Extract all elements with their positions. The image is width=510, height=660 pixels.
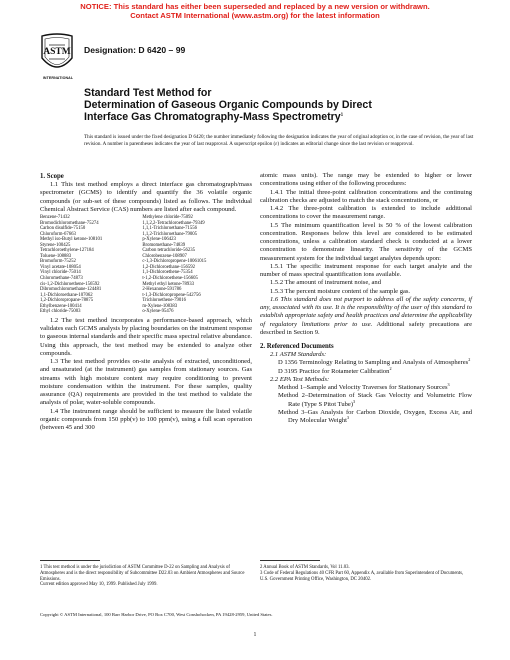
compound-item: 1,1-Dichloroethene-75354	[142, 270, 193, 276]
para-1-1: 1.1 This test method employs a direct interface gas chromatograph/mass spectrometer (GCMS) to identify and quantify the 36 volatile organic compounds (or sub-set of these compounds) listed as follows. The individual Chemical Abstract Service (CAS) numbers are listed after each compound.	[40, 181, 252, 213]
compound-item: Bromoform-75252	[40, 259, 76, 265]
footnote-3: 3 Code of Federal Regulations 40 CFR Part 60, Appendix A, available from Superintendent of Documents, U.S. Government Printing Office, Washington, DC 20402.	[260, 570, 464, 582]
ref-method-2-fn: 3	[353, 398, 356, 404]
compound-list-col-2	[142, 215, 252, 315]
standard-title	[84, 87, 484, 123]
compound-item: Methyl ethyl ketone-78933	[142, 281, 195, 287]
para-1-5-2: 1.5.2 The amount of instrument noise, and	[270, 279, 381, 287]
compound-item: Ethylbenzene-100414	[40, 303, 82, 309]
title-line-2: Determination of Gaseous Organic Compounds by Direct	[84, 99, 372, 111]
ref-d1356-text: D 1356 Terminology Relating to Sampling and Analysis of Atmospheres	[278, 359, 469, 367]
compound-list	[40, 215, 252, 315]
para-1-4-2: 1.4.2 The three-point calibration is extended to include additional concentrations to cover the measurement range.	[260, 205, 472, 221]
compound-item: Methyl iso-Butyl ketone-108101	[40, 237, 103, 243]
para-1-6-tail: Additional safety precautions are described in Section 9.	[260, 320, 472, 336]
ref-d3195	[260, 365, 472, 376]
compound-item: 1,2-Dichloroethane-156592	[142, 264, 195, 270]
logo-text: INTERNATIONAL	[42, 76, 74, 80]
compound-item: t-1,2-Dichloroethene-156605	[142, 276, 198, 282]
scope-heading: 1. Scope	[40, 173, 64, 180]
ref-d1356	[260, 359, 472, 367]
compound-item: 1,1,2-Trichloroethane-79005	[142, 231, 198, 237]
compound-item: 1,1,1-Trichloroethane-71556	[142, 226, 198, 232]
compound-item: Vinyl chloride-75014	[40, 270, 81, 276]
para-1-5-1: 1.5.1 The specific instrument response for each target analyte and the number of mass spectral quantification ions available.	[260, 262, 472, 278]
compound-item: Tetrachloroethylene-127184	[40, 248, 94, 254]
ref-method-3-text: Method 3–Gas Analysis for Carbon Dioxide, Oxygen, Excess Air, and Dry Molecular Weight	[278, 408, 472, 424]
compound-item: Chloroform-67663	[40, 231, 76, 237]
astm-standards-heading: 2.1 ASTM Standards:	[270, 351, 327, 358]
compound-item: Benzene-71432	[40, 215, 70, 220]
epa-methods-heading: 2.2 EPA Test Methods:	[270, 375, 330, 383]
footnote-rule-left	[40, 560, 100, 561]
ref-method-3	[260, 409, 472, 426]
compound-item: Methylene chloride-75092	[142, 215, 193, 220]
compound-item: Dibromochloromethane-124481	[40, 287, 102, 293]
footnote-1: 1 This test method is under the jurisdiction of ASTM Committee D-22 on Sampling and Analysis of Atmospheres and is the direct responsibility of Subcommittee D22.03 on Ambient Atmospheres and Source Emissions.	[40, 565, 245, 582]
title-line-3-text: Interface Gas Chromatography-Mass Spectrometry	[84, 111, 341, 123]
refs-heading: 2. Referenced Documents	[260, 343, 334, 350]
footnote-1-edition: Current edition approved May 10, 1999. Published July 1999.	[40, 582, 158, 588]
compound-item: Trichloroethene-79016	[142, 298, 186, 304]
ref-method-1-fn: 3	[447, 381, 450, 387]
right-column	[260, 172, 472, 425]
para-1-3: 1.3 The test method provides on-site analysis of extracted, unconditioned, and unsaturated (at the instrument) gas samples from stationary sources. Gas streams with high moisture content may require conditioning to prevent moisture condensation within the instrument. For these samples, quality assurance (QA) requirements are provided in the test method to validate the analysis of polar, water-soluble compounds.	[40, 358, 252, 407]
ref-method-2	[260, 392, 472, 409]
ref-method-3-fn: 3	[347, 414, 350, 420]
compound-item: o-Xylene-95476	[142, 309, 174, 315]
compound-item: t-1,3-Dichloropropene-542756	[142, 292, 201, 298]
svg-text:ASTM: ASTM	[43, 47, 71, 57]
compound-item: 1,1-Dichloroethane-107062	[40, 292, 93, 298]
notice-line-1: NOTICE: This standard has either been superseded and replaced by a new version or withdrawn.	[80, 2, 430, 11]
compound-item: Ethyl chloride-75003	[40, 309, 81, 315]
compound-item: Carbon tetrachloride-56235	[142, 248, 195, 254]
designation: Designation: D 6420 – 99	[84, 45, 186, 55]
title-line-3	[84, 111, 484, 123]
notice-line-2: Contact ASTM International (www.astm.org) for the latest information	[130, 11, 380, 20]
title-footnote-mark: 1	[340, 111, 344, 117]
compound-item: 1,1,2,2-Tetrachloroethane-79349	[142, 220, 205, 226]
compound-item: Vinyl acetate-108054	[40, 264, 81, 270]
compound-item: Chloromethane-74873	[40, 276, 83, 282]
footnote-2: 2 Annual Book of ASTM Standards, Vol 11.03.	[260, 565, 350, 570]
page-number: 1	[253, 632, 257, 638]
ref-d3195-text: D 3195 Practice for Rotameter Calibration	[278, 367, 390, 375]
astm-logo-icon	[40, 32, 74, 78]
para-1-4-cont: atomic mass units). The range may be extended to higher or lower concentrations using either of the following procedures:	[260, 172, 472, 188]
para-1-4-1: 1.4.1 The initial three-point calibration concentrations and the continuing calibration checks are adjusted to match the stack concentrations, or	[260, 188, 472, 204]
compound-item: m-Xylene-108383	[142, 303, 178, 309]
compound-item: cis-1,2-Dichloroethene-156592	[40, 281, 100, 287]
footnotes-left	[40, 565, 252, 588]
compound-item: 1,2-Dichloropropane-78875	[40, 298, 94, 304]
footnote-rule-right	[260, 560, 320, 561]
para-1-5: 1.5 The minimum quantification level is 50 % of the lowest calibration concentration. Responses below this level are considered to be estimated concentrations, unless a calibration standard check is conducted at a lower concentration to demonstrate linearity. The sensitivity of the GCMS measurement system for the individual target analytes depends upon:	[260, 221, 472, 262]
left-column	[40, 172, 252, 432]
ref-d3195-fn: 2	[389, 365, 392, 371]
compound-item: Chlorobenzene-108907	[142, 253, 187, 259]
compound-item: Bromodichloromethane-75274	[40, 220, 99, 226]
para-1-5-3: 1.5.3 The percent moisture content of the sample gas.	[270, 287, 411, 295]
compound-item: Carbon disulfide-75150	[40, 226, 86, 232]
compound-item: Toluene-108883	[40, 253, 72, 259]
para-1-2: 1.2 The test method incorporates a performance-based approach, which validates each GCMS analysis by placing boundaries on the instrument response to gaseous internal standards and their specific mass spectral relative abundance. Using this approach, the test method may be extended to analyze other compounds.	[40, 316, 252, 357]
footnotes-right	[260, 565, 472, 582]
ref-method-1-text: Method 1–Sample and Velocity Traverses for Stationary Sources	[278, 384, 448, 391]
compound-item: 2-Hexanone-591786	[142, 287, 182, 293]
title-line-1: Standard Test Method for	[84, 87, 212, 99]
compound-item: p-Xylene-106423	[142, 237, 176, 243]
para-1-6	[260, 296, 472, 337]
ref-method-2-text: Method 2–Determination of Stack Gas Velocity and Volumetric Flow Rate (Type S Pitot Tube)	[278, 392, 472, 408]
para-1-4: 1.4 The instrument range should be sufficient to measure the listed volatile organic compounds from 150 ppb(v) to 100 ppm(v), using a full scan operation (between 45 and 300	[40, 407, 252, 432]
compound-item: Styrene-100425	[40, 242, 71, 248]
compound-item: c-1,3-Dichloropropene-10061015	[142, 259, 207, 265]
ref-method-1	[260, 381, 472, 392]
notice-banner	[0, 2, 510, 20]
ref-d1356-fn: 2	[468, 357, 471, 363]
compound-item: Bromomethane-74839	[142, 242, 186, 248]
para-1-6-italic: 1.6 This standard does not purport to address all of the safety concerns, if any, associated with its use. It is the responsibility of the user of this standard to establish appropriate safety and health practices and determine the applicability of regulatory limitations prior to use.	[260, 295, 472, 328]
compound-list-col-1	[40, 215, 142, 315]
copyright: Copyright © ASTM International, 100 Barr Harbor Drive, PO Box C700, West Conshohocken, PA 19428-2959, United States.	[40, 612, 273, 617]
preamble: This standard is issued under the fixed designation D 6420; the number immediately following the designation indicates the year of original adoption or, in the case of revision, the year of last revision. A number in parentheses indicates the year of last reapproval. A superscript epsilon (ε) indicates an editorial change since the last revision or reapproval.	[84, 134, 474, 147]
